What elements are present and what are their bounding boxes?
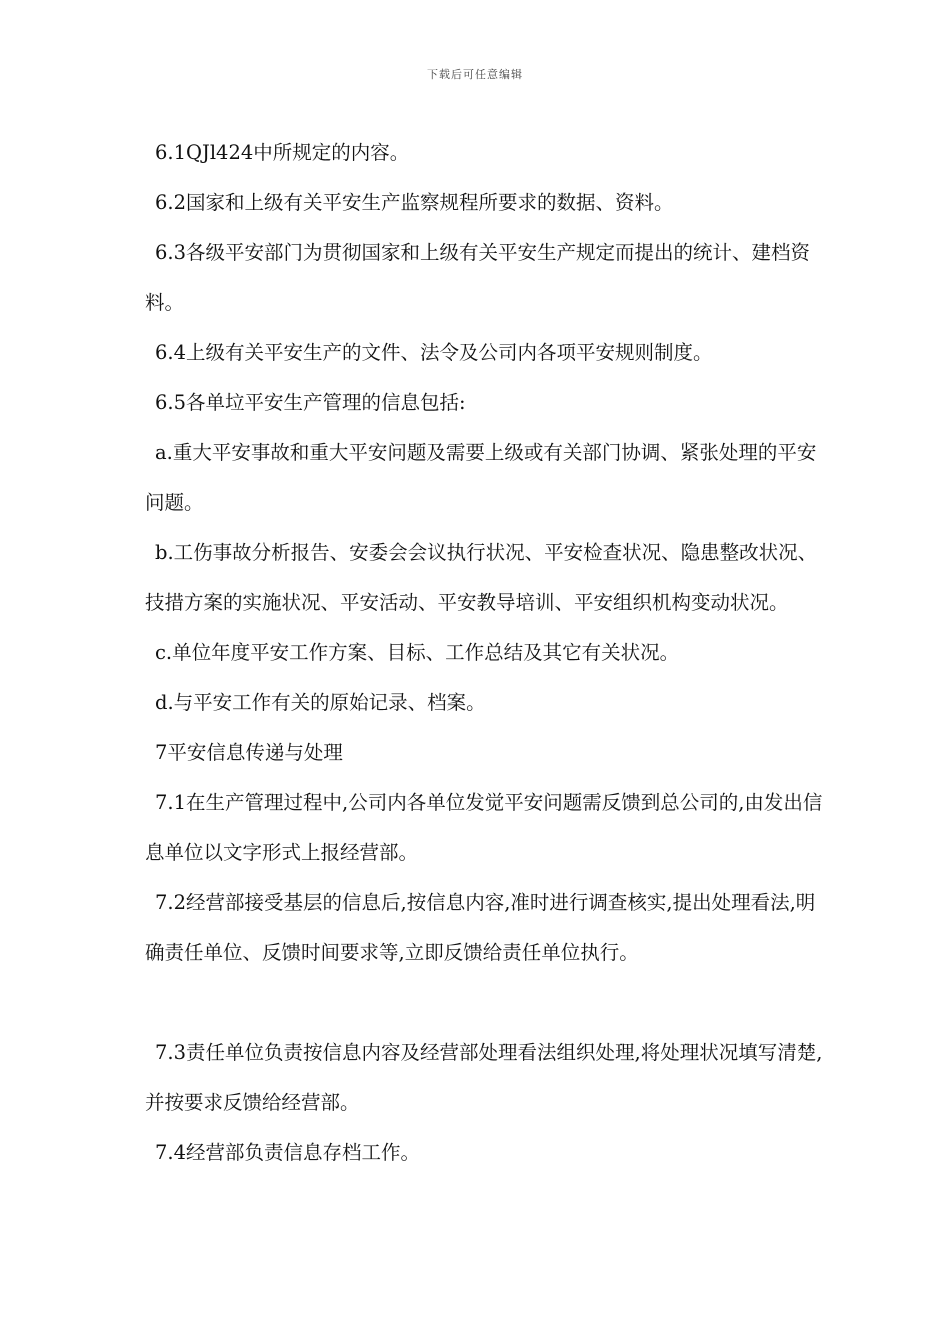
blank-line xyxy=(145,978,825,1028)
paragraph-a: a.重大平安事故和重大平安问题及需要上级或有关部门协调、紧张处理的平安问题。 xyxy=(145,441,817,514)
paragraph-b: b.工伤事故分析报告、安委会会议执行状况、平安检查状况、隐患整改状况、技措方案的实施状况、平安活动、平安教导培训、平安组织机构变动状况。 xyxy=(145,541,818,614)
paragraph-6-1: 6.1QJl424中所规定的内容。 xyxy=(155,141,410,164)
paragraph-d: d.与平安工作有关的原始记录、档案。 xyxy=(155,691,486,714)
paragraph-7-3: 7.3责任单位负责按信息内容及经营部处理看法组织处理,将处理状况填写清楚,并按要求反馈给经营部。 xyxy=(145,1041,823,1114)
paragraph-6-2: 6.2国家和上级有关平安生产监察规程所要求的数据、资料。 xyxy=(155,191,674,214)
paragraph-6-3: 6.3各级平安部门为贯彻国家和上级有关平安生产规定而提出的统计、建档资料。 xyxy=(145,241,811,314)
paragraph-c: c.单位年度平安工作方案、目标、工作总结及其它有关状况。 xyxy=(155,641,680,664)
paragraph-7-2: 7.2经营部接受基层的信息后,按信息内容,准时进行调查核实,提出处理看法,明确责任单位、反馈时间要求等,立即反馈给责任单位执行。 xyxy=(145,891,816,964)
paragraph-7-1: 7.1在生产管理过程中,公司内各单位发觉平安问题需反馈到总公司的,由发出信息单位以文字形式上报经营部。 xyxy=(145,791,823,864)
paragraph-7-4: 7.4经营部负责信息存档工作。 xyxy=(155,1141,421,1164)
section-heading-7: 7平安信息传递与处理 xyxy=(155,741,343,764)
paragraph-6-4: 6.4上级有关平安生产的文件、法令及公司内各项平安规则制度。 xyxy=(155,341,713,364)
document-body xyxy=(145,128,825,1178)
page-header: 下载后可任意编辑 xyxy=(427,68,523,81)
paragraph-6-5: 6.5各单垃平安生产管理的信息包括: xyxy=(155,391,466,414)
